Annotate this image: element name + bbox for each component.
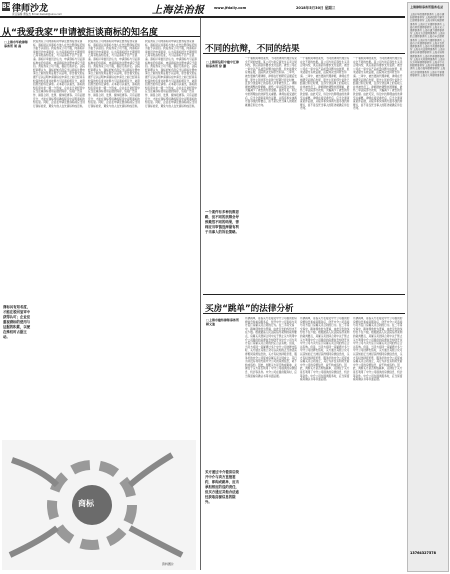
center-column-rule (200, 18, 201, 570)
issue-date: 2018年5月30日 星期三 (296, 6, 336, 10)
section-name: 律师沙龙 (12, 4, 49, 14)
sidebar-body: 上海市华政律师事务所 上海市建纬律师事务所 上海邦信阳中建中汇律师事务所 上海市锦天城律师事务所 上海市汇业律师事务所 上海市君悦律师事务所 上海市光大律师事务所 上海市通力律师事务所 上海市方达律师事务所 上海市联合律师事务所 上海市申达律师事务所 上海市协力律师事务所 上海市金茂律师事务所 上海市百悦律师事务所 上海市中茂律师事务所 上海市尚法律师事务所 上海市海华永泰律师事务所 上海市瑛明律师事务所 上海市恒泰律师事务所 上海市天易律师事务所 上海市东方环球律师事务所 上海市中天阳律师事务所 上海市华诚律师事务所 上海市海华律师事务所 上海市达尔律师事务所 上海市中夏律师事务所 上海市大华律师事务所 (410, 13, 445, 77)
trademark-image-credit: 资料图片 (162, 562, 175, 566)
law-firm-directory-sidebar (407, 2, 449, 572)
article1-body-col2: 我爱我家公司向商标局申请注册我爱我家商标，商标局以该商标与他人在先注册商标近似为由予以驳回。我爱我家公司不服，向商标评审委员会申请复审，认为其商标经过长期使用已具有较高知名度，与引证商标不会产生混淆。商标评审委员会认为，申请商标与引证商标构成近似商标，申请商标的注册申请应予驳回。我爱我家公司不服，提起行政诉讼。法院经审理认为，商标的知名度应当以商标注册申请日之前的使用证据予以证明，原告提交的证据不足以证明申请商标在申请日之前已经具有较高的知名度并能够与引证商标相区分，故驳回原告的诉讼请求。从本案可以看出，商标的知名度并非一朝一夕形成，企业在日常经营中应当注重商标使用证据的保存，包括广告宣传、销售合同、发票、媒体报道等。只有证据充分，才能在商标授权确权程序中证明商标的知名度。同时，企业在申请注册商标前应当进行商标检索，避免与他人在先商标构成近似。 (88, 40, 140, 108)
article3-title-rule (203, 313, 405, 314)
header-rule (0, 16, 405, 18)
sidebar-heading: 上海律师事务所服务名录 (410, 5, 444, 9)
newspaper-logo: 上海法治报 (152, 5, 205, 16)
trademark-image-label: 商标 (78, 499, 94, 508)
article2-body-col1: 一个看似简单的案件，不同的律师代理会有完全不同的结果。某公司与供应商发生买卖合同纠纷，供应商起诉要求支付货款。被告公司在一审中以产品质量问题为由抗辩，但未能提交有效证据，法院判决支持原告诉请。二审中，被告更换代理律师，律师在仔细研究证据后发现，原告主张的部分货款已经超过诉讼时效，且部分送货单上的签收人并非被告员工。律师据此调整抗辩策略，最终二审法院部分改判，大幅减少了被告的付款金额。由此可见，诉讼中抗辩理由的选择至关重要。律师在接受委托后，应当全面审查案件证据，从程序和实体两方面寻找抗辩要点，而不是仅凭当事人的陈述就确定诉讼方向。 (245, 57, 297, 107)
sidebar-phone: 13764327578 (410, 551, 436, 555)
section-code-badge: B5 (2, 3, 11, 10)
article2-body-col2: 一个看似简单的案件，不同的律师代理会有完全不同的结果。某公司与供应商发生买卖合同纠纷，供应商起诉要求支付货款。被告公司在一审中以产品质量问题为由抗辩，但未能提交有效证据，法院判决支持原告诉请。二审中，被告更换代理律师，律师在仔细研究证据后发现，原告主张的部分货款已经超过诉讼时效，且部分送货单上的签收人并非被告员工。律师据此调整抗辩策略，最终二审法院部分改判，大幅减少了被告的付款金额。由此可见，诉讼中抗辩理由的选择至关重要。律师在接受委托后，应当全面审查案件证据，从程序和实体两方面寻找抗辩要点，而不是仅凭当事人的陈述就确定诉讼方向。 (300, 57, 350, 111)
article3-body-col2: 所谓跳单，是指买方在接受中介公司提供的房源信息和看房服务后，绕开中介公司直接与卖方签订房屋买卖合同的行为。在二手房交易中，跳单现象较为普遍，由此引发的纠纷也不在少数。根据最高人民法院指导案例的裁判要点，房屋买卖居间合同中关于禁止买方利用中介公司提供的房源信息却绕开该中介公司与卖方签订房屋买卖合同的约定合法有效。但是，当卖方将同一房屋通过多个中介公司挂牌出售时，买方通过其他公众可以获知的正当途径获得相同房源信息的，买方有权选择报价低、服务好的中介公司促成房屋买卖合同成立，其行为并没有利用先前中介公司的房源信息，故不构成违约。因此，判断买方是否构成跳单，关键在于买方是否利用了中介公司提供的房源信息、机会等条件。中介公司在提供服务时，应当保留看房确认书等书面证据。 (300, 317, 350, 382)
article2-byline: □上海邦信阳中建中汇律师事务所 徐 鹏 (206, 60, 239, 68)
site-url: www.jfdaily.com (214, 6, 247, 10)
article3-body-col1: 所谓跳单，是指买方在接受中介公司提供的房源信息和看房服务后，绕开中介公司直接与卖方签订房屋买卖合同的行为。在二手房交易中，跳单现象较为普遍，由此引发的纠纷也不在少数。根据最高人民法院指导案例的裁判要点，房屋买卖居间合同中关于禁止买方利用中介公司提供的房源信息却绕开该中介公司与卖方签订房屋买卖合同的约定合法有效。但是，当卖方将同一房屋通过多个中介公司挂牌出售时，买方通过其他公众可以获知的正当途径获得相同房源信息的，买方有权选择报价低、服务好的中介公司促成房屋买卖合同成立，其行为并没有利用先前中介公司的房源信息，故不构成违约。因此，判断买方是否构成跳单，关键在于买方是否利用了中介公司提供的房源信息、机会等条件。中介公司在提供服务时，应当保留看房确认书等书面证据。 (245, 317, 297, 378)
hands-circle-illustration (2, 440, 196, 570)
article3-byline: □上海市建纬律师事务所 顾文迪 (206, 318, 239, 326)
article1-title-rule (0, 36, 200, 37)
article1-title: 从“我爱我家”申请被拒谈商标的知名度 (2, 28, 158, 38)
article1-blurb: 商标具有知名度，才能在驳回复审中获得认可；企业应重视商标的使用与证据的积累，以便在维权时占据主动。 (3, 305, 31, 339)
article3-blurb: 买方通过中介看房后绕开中介与卖方直接签约，即构成跳单，应当承担相应的违约责任，但买方通过其他合法途径获取房源信息的除外。 (205, 470, 239, 504)
article2-blurb: 一个案件有多种抗辩思路，但不同的抗辩会导致截然不同的结果，律师应当审慎选择最有利于当事人的诉讼策略。 (205, 210, 239, 234)
trademark-image (2, 440, 196, 570)
editor-line: 责任编辑 曹俊杰 Email:bwlszl@sina.com (12, 13, 63, 16)
article2-bottom-rule (203, 294, 405, 295)
article3-title: 买房“跳单”的法律分析 (205, 304, 294, 314)
article2-body-col3: 一个看似简单的案件，不同的律师代理会有完全不同的结果。某公司与供应商发生买卖合同纠纷，供应商起诉要求支付货款。被告公司在一审中以产品质量问题为由抗辩，但未能提交有效证据，法院判决支持原告诉请。二审中，被告更换代理律师，律师在仔细研究证据后发现，原告主张的部分货款已经超过诉讼时效，且部分送货单上的签收人并非被告员工。律师据此调整抗辩策略，最终二审法院部分改判，大幅减少了被告的付款金额。由此可见，诉讼中抗辩理由的选择至关重要。律师在接受委托后，应当全面审查案件证据，从程序和实体两方面寻找抗辩要点，而不是仅凭当事人的陈述就确定诉讼方向。 (353, 57, 403, 111)
article3-body-col3: 所谓跳单，是指买方在接受中介公司提供的房源信息和看房服务后，绕开中介公司直接与卖方签订房屋买卖合同的行为。在二手房交易中，跳单现象较为普遍，由此引发的纠纷也不在少数。根据最高人民法院指导案例的裁判要点，房屋买卖居间合同中关于禁止买方利用中介公司提供的房源信息却绕开该中介公司与卖方签订房屋买卖合同的约定合法有效。但是，当卖方将同一房屋通过多个中介公司挂牌出售时，买方通过其他公众可以获知的正当途径获得相同房源信息的，买方有权选择报价低、服务好的中介公司促成房屋买卖合同成立，其行为并没有利用先前中介公司的房源信息，故不构成违约。因此，判断买方是否构成跳单，关键在于买方是否利用了中介公司提供的房源信息、机会等条件。中介公司在提供服务时，应当保留看房确认书等书面证据。 (353, 317, 403, 382)
article1-body-col1: 我爱我家公司向商标局申请注册我爱我家商标，商标局以该商标与他人在先注册商标近似为由予以驳回。我爱我家公司不服，向商标评审委员会申请复审，认为其商标经过长期使用已具有较高知名度，与引证商标不会产生混淆。商标评审委员会认为，申请商标与引证商标构成近似商标，申请商标的注册申请应予驳回。我爱我家公司不服，提起行政诉讼。法院经审理认为，商标的知名度应当以商标注册申请日之前的使用证据予以证明，原告提交的证据不足以证明申请商标在申请日之前已经具有较高的知名度并能够与引证商标相区分，故驳回原告的诉讼请求。从本案可以看出，商标的知名度并非一朝一夕形成，企业在日常经营中应当注重商标使用证据的保存，包括广告宣传、销售合同、发票、媒体报道等。只有证据充分，才能在商标授权确权程序中证明商标的知名度。同时，企业在申请注册商标前应当进行商标检索，避免与他人在先商标构成近似。 (33, 40, 85, 108)
article2-title: 不同的抗辩，不同的结果 (205, 44, 300, 54)
article2-title-rule (203, 53, 405, 54)
article1-body-col3: 我爱我家公司向商标局申请注册我爱我家商标，商标局以该商标与他人在先注册商标近似为由予以驳回。我爱我家公司不服，向商标评审委员会申请复审，认为其商标经过长期使用已具有较高知名度，与引证商标不会产生混淆。商标评审委员会认为，申请商标与引证商标构成近似商标，申请商标的注册申请应予驳回。我爱我家公司不服，提起行政诉讼。法院经审理认为，商标的知名度应当以商标注册申请日之前的使用证据予以证明，原告提交的证据不足以证明申请商标在申请日之前已经具有较高的知名度并能够与引证商标相区分，故驳回原告的诉讼请求。从本案可以看出，商标的知名度并非一朝一夕形成，企业在日常经营中应当注重商标使用证据的保存，包括广告宣传、销售合同、发票、媒体报道等。只有证据充分，才能在商标授权确权程序中证明商标的知名度。同时，企业在申请注册商标前应当进行商标检索，避免与他人在先商标构成近似。 (145, 40, 197, 108)
article1-byline: □上海市华政律师事务所 周 森 (4, 40, 28, 48)
